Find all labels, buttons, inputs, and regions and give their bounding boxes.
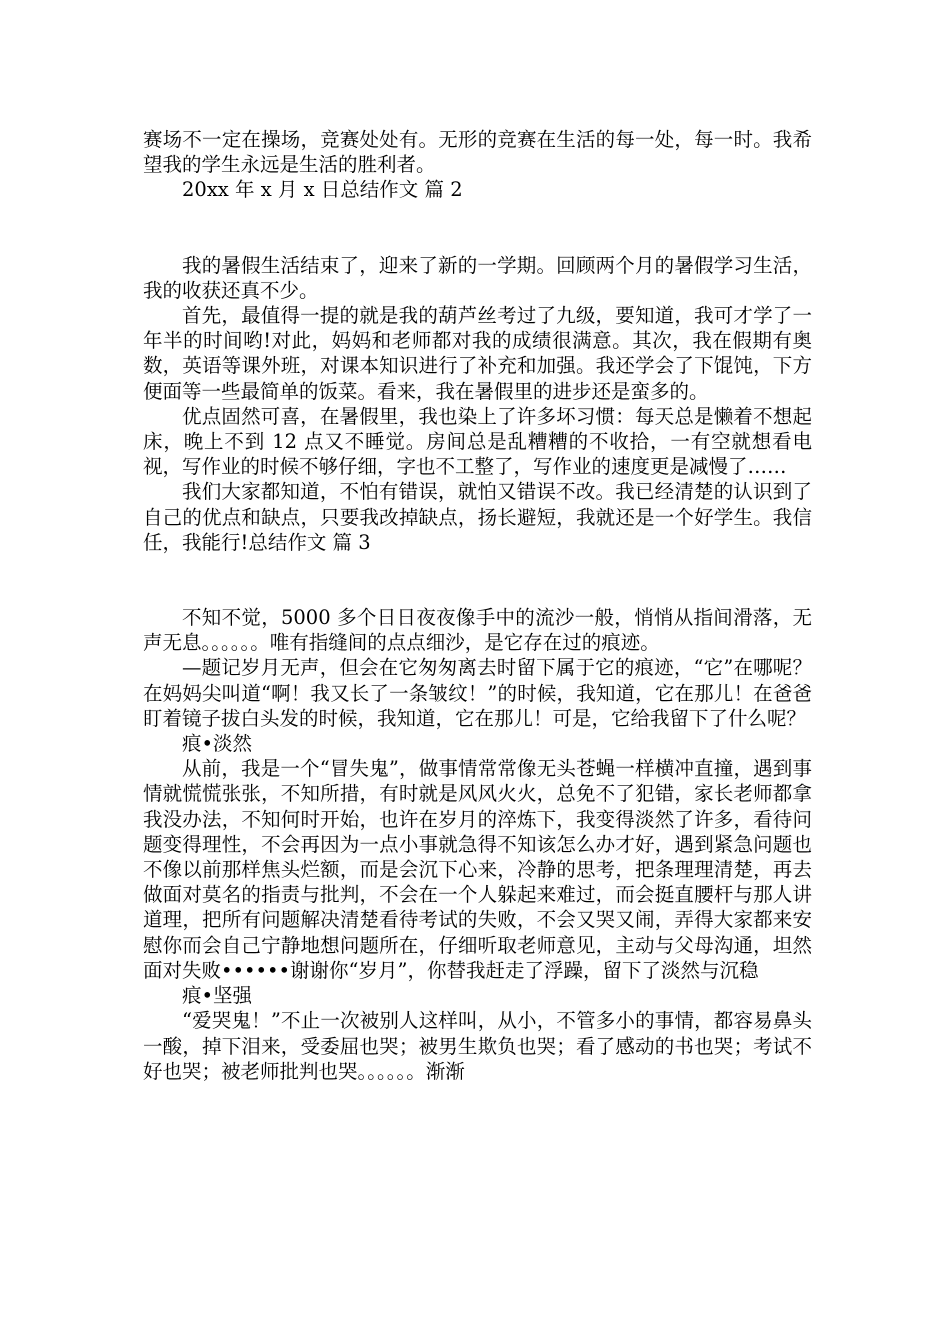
- paragraph-strong: “爱哭鬼！”不止一次被别人这样叫，从小，不管多小的事情，都容易鼻头一酸，掉下泪来，受委屈也哭；被男生欺负也哭；看了感动的书也哭；考试不好也哭；被老师批判也哭。。。。。。渐渐: [143, 1009, 812, 1083]
- blank-spacer: [143, 203, 812, 253]
- paragraph-bad-habits: 优点固然可喜，在暑假里，我也染上了许多坏习惯：每天总是懒着不想起床，晚上不到 12 点又不睡觉。房间总是乱糟糟的不收拾，一有空就想看电视，写作业的时候不够仔细，字也不工整了，写作业的速度更是减慢了……: [143, 404, 812, 479]
- subheading-strong: 痕•坚强: [182, 984, 253, 1008]
- paragraph-achievements: 首先，最值得一提的就是我的葫芦丝考过了九级，要知道，我可才学了一年半的时间哟!对此，妈妈和老师都对我的成绩很满意。其次，我在假期有奥数，英语等课外班，对课本知识进行了补充和加强。我还学会了下馄饨，下方便面等一些最简单的饭菜。看来，我在暑假里的进步还是蛮多的。: [143, 304, 812, 403]
- paragraph-calm: 从前，我是一个“冒失鬼”，做事情常常像无头苍蝇一样横冲直撞，遇到事情就慌慌张张，不知所措，有时就是风风火火，总免不了犯错，家长老师都拿我没办法，不知何时开始，也许在岁月的淬炼下，我变得淡然了许多，看待问题变得理性，不会再因为一点小事就急得不知该怎么办才好，遇到紧急问题也不像以前那样焦头烂额，而是会沉下心来，冷静的思考，把条理理清楚，再去做面对莫名的指责与批判，不会在一个人躲起来难过，而会挺直腰杆与那人讲道理，把所有问题解决清楚看待考试的失败，不会又哭又闹，弄得大家都来安慰你而会自己宁静地想问题所在，仔细听取老师意见，主动与父母沟通，坦然面对失败••••••谢谢你“岁月”，你替我赶走了浮躁，留下了淡然与沉稳: [143, 757, 812, 982]
- paragraph-epigraph: —题记岁月无声，但会在它匆匆离去时留下属于它的痕迹，“它”在哪呢？在妈妈尖叫道“啊！我又长了一条皱纹！”的时候，我知道，它在那儿！在爸爸盯着镜子拔白头发的时候，我知道，它在那儿！可是，它给我留下了什么呢？: [143, 656, 812, 730]
- subheading-calm: 痕•淡然: [182, 732, 253, 756]
- section-heading-2: 20xx 年 x 月 x 日总结作文 篇 2: [182, 178, 463, 202]
- paragraph-conclusion: 我们大家都知道，不怕有错误，就怕又错误不改。我已经清楚的认识到了自己的优点和缺点，只要我改掉缺点，扬长避短，我就还是一个好学生。我信任，我能行!总结作文 篇 3: [143, 480, 812, 554]
- blank-spacer: [143, 555, 812, 605]
- paragraph-summer-intro: 我的暑假生活结束了，迎来了新的一学期。回顾两个月的暑假学习生活，我的收获还真不少。: [143, 253, 812, 302]
- paragraph-closing: 赛场不一定在操场，竞赛处处有。无形的竞赛在生活的每一处，每一时。我希望我的学生永远是生活的胜利者。: [143, 128, 812, 177]
- paragraph-time-passing: 不知不觉，5000 多个日日夜夜像手中的流沙一般，悄悄从指间滑落，无声无息。。。。。。唯有指缝间的点点细沙，是它存在过的痕迹。: [143, 606, 812, 655]
